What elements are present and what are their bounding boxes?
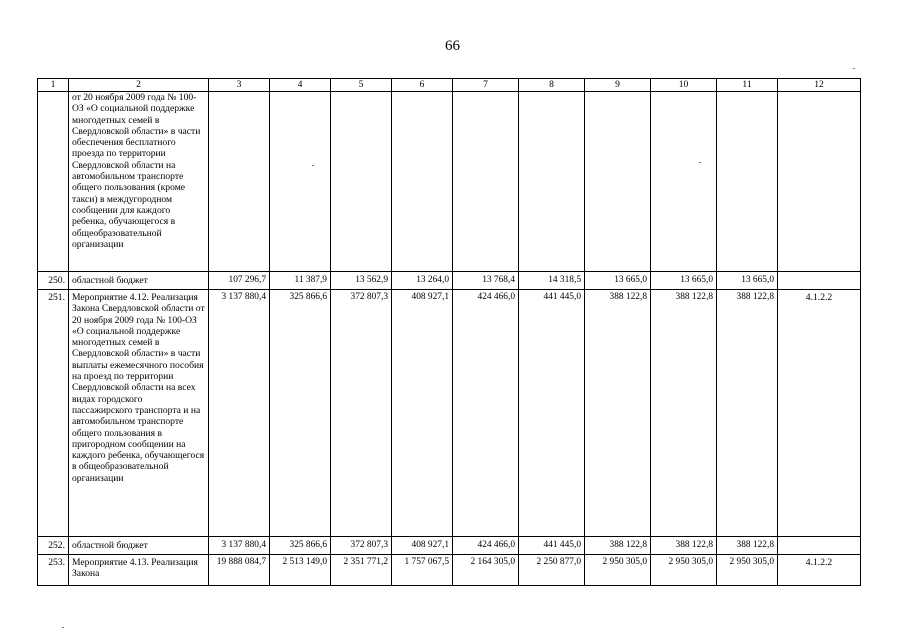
scan-speck [699, 162, 701, 163]
target-code [778, 537, 861, 555]
target-code [778, 272, 861, 290]
column-header: 5 [331, 79, 392, 92]
value-cell: 408 927,1 [392, 290, 453, 537]
table-row [38, 272, 861, 290]
table-row [38, 92, 861, 272]
scan-speck [853, 68, 855, 69]
value-cell: 13 665,0 [585, 272, 651, 290]
value-cell: 13 264,0 [392, 272, 453, 290]
value-cell [209, 92, 270, 272]
value-cell: 13 665,0 [717, 272, 778, 290]
row-number: 250. [38, 272, 69, 290]
value-cell: 2 164 305,0 [453, 555, 519, 586]
target-code: 4.1.2.2 [778, 555, 861, 586]
value-cell: 325 866,6 [270, 290, 331, 537]
column-header: 11 [717, 79, 778, 92]
row-description: Мероприятие 4.13. Реализация Закона [69, 555, 209, 586]
value-cell: 441 445,0 [519, 290, 585, 537]
value-cell [519, 92, 585, 272]
table-row [38, 537, 861, 555]
header-row [38, 79, 861, 92]
value-cell: 2 950 305,0 [717, 555, 778, 586]
column-header: 12 [778, 79, 861, 92]
value-cell: 325 866,6 [270, 537, 331, 555]
value-cell [453, 92, 519, 272]
value-cell: 388 122,8 [717, 290, 778, 537]
column-header: 7 [453, 79, 519, 92]
table-row [38, 290, 861, 537]
column-header: 10 [651, 79, 717, 92]
value-cell: 372 807,3 [331, 537, 392, 555]
scan-speck [62, 627, 64, 628]
value-cell: 1 757 067,5 [392, 555, 453, 586]
value-cell: 441 445,0 [519, 537, 585, 555]
value-cell [331, 92, 392, 272]
value-cell: 408 927,1 [392, 537, 453, 555]
value-cell: 13 562,9 [331, 272, 392, 290]
row-number: 251. [38, 290, 69, 537]
value-cell: 424 466,0 [453, 290, 519, 537]
row-number [38, 92, 69, 272]
value-cell: 11 387,9 [270, 272, 331, 290]
value-cell: 388 122,8 [651, 537, 717, 555]
value-cell: 3 137 880,4 [209, 290, 270, 537]
column-header: 8 [519, 79, 585, 92]
value-cell: 424 466,0 [453, 537, 519, 555]
column-header: 4 [270, 79, 331, 92]
value-cell [585, 92, 651, 272]
row-number: 253. [38, 555, 69, 586]
column-header: 9 [585, 79, 651, 92]
value-cell: 2 513 149,0 [270, 555, 331, 586]
value-cell: 14 318,5 [519, 272, 585, 290]
target-code [778, 92, 861, 272]
value-cell [717, 92, 778, 272]
value-cell: 19 888 084,7 [209, 555, 270, 586]
value-cell [651, 92, 717, 272]
row-description: областной бюджет [69, 537, 209, 555]
value-cell: 388 122,8 [651, 290, 717, 537]
value-cell: 107 296,7 [209, 272, 270, 290]
value-cell: 2 250 877,0 [519, 555, 585, 586]
value-cell: 3 137 880,4 [209, 537, 270, 555]
column-header: 6 [392, 79, 453, 92]
scan-speck [312, 165, 314, 166]
row-description: от 20 ноября 2009 года № 100-ОЗ «О социальной поддержке многодетных семей в Свердловской области» в части обеспечения бесплатного проезда по территории Свердловской области на автомобильном транспорте общего пользования (кроме такси) в междугородном сообщении для каждого ребенка, обучающегося в общеобразовательной организации [69, 92, 209, 272]
value-cell [392, 92, 453, 272]
value-cell: 388 122,8 [585, 290, 651, 537]
value-cell: 388 122,8 [585, 537, 651, 555]
value-cell: 2 950 305,0 [585, 555, 651, 586]
column-header: 1 [38, 79, 69, 92]
table-row [38, 555, 861, 586]
value-cell: 372 807,3 [331, 290, 392, 537]
page-number: 66 [445, 38, 460, 54]
value-cell: 388 122,8 [717, 537, 778, 555]
value-cell: 2 351 771,2 [331, 555, 392, 586]
column-header: 3 [209, 79, 270, 92]
value-cell: 13 768,4 [453, 272, 519, 290]
row-description: Мероприятие 4.12. Реализация Закона Свердловской области от 20 ноября 2009 года № 100-ОЗ «О социальной поддержке многодетных семей в Свердловской области» в части выплаты ежемесячного пособия на проезд по территории Свердловской области на всех видах городского пассажирского транспорта и на автомобильном транспорте общего пользования в пригородном сообщении на каждого ребенка, обучающегося в общеобразовательной организации [69, 290, 209, 537]
value-cell: 13 665,0 [651, 272, 717, 290]
column-header: 2 [69, 79, 209, 92]
row-number: 252. [38, 537, 69, 555]
row-description: областной бюджет [69, 272, 209, 290]
value-cell [270, 92, 331, 272]
value-cell: 2 950 305,0 [651, 555, 717, 586]
target-code: 4.1.2.2 [778, 290, 861, 537]
budget-table [37, 78, 861, 586]
